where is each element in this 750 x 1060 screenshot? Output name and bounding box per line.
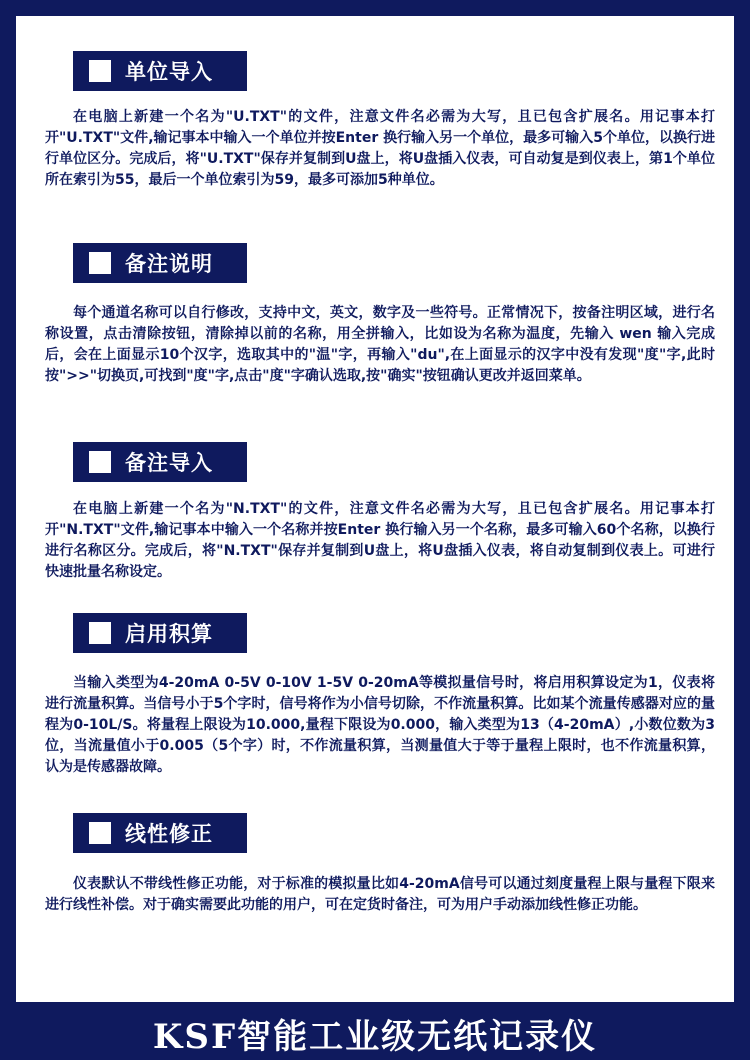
section-header-remark-import <box>73 442 247 482</box>
section-header-enable-integration <box>73 613 247 653</box>
section-text-unit-import: 在电脑上新建一个名为"U.TXT"的文件，注意文件名必需为大写，且已包含扩展名。用记事本打开"U.TXT"文件,输记事本中输入一个单位并按Enter 换行输入另一个单位，最多可输入5个单位，以换行进行单位区分。完成后，将"U.TXT"保存并复制到U盘上，将U盘插入仪表，可自动复是到仪表上，第1个单位所在索引为55，最后一个单位索引为59，最多可添加5种单位。 <box>45 109 715 188</box>
square-bullet-icon <box>89 622 111 644</box>
section-header-unit-import <box>73 51 247 91</box>
section-text-enable-integration: 当输入类型为4-20mA 0-5V 0-10V 1-5V 0-20mA等模拟量信号时，将启用积算设定为1，仪表将进行流量积算。当信号小于5个字时，信号将作为小信号切除，不作流量积算。比如某个流量传感器对应的量程为0-10L/S。将量程上限设为10.000,量程下限设为0.000，输入类型为13（4-20mA）,小数位数为3位，当流量值小于0.005（5个字）时，不作流量积算，当测量值大于等于量程上限时，也不作流量积算，认为是传感器故障。 <box>45 675 715 775</box>
section-title: 备注说明 <box>125 252 213 276</box>
square-bullet-icon <box>89 451 111 473</box>
section-text-linear-correction: 仪表默认不带线性修正功能，对于标准的模拟量比如4-20mA信号可以通过刻度量程上限与量程下限来进行线性补偿。对于确实需要此功能的用户，可在定货时备注，可为用户手动添加线性修正功能。 <box>45 876 715 913</box>
section-text-remark-note: 每个通道名称可以自行修改，支持中文，英文，数字及一些符号。正常情况下，按备注明区域，进行名称设置，点击清除按钮，清除掉以前的名称，用全拼输入，比如设为名称为温度，先输入 wen 输入完成后，会在上面显示10个汉字，选取其中的"温"字，再输入"du",在上面显示的汉字中没有发现"度"字,此时按">>"切换页,可找到"度"字,点击"度"字确认选取,按"确实"按钮确认更改并返回菜单。 <box>45 305 715 384</box>
section-text-remark-import: 在电脑上新建一个名为"N.TXT"的文件，注意文件名必需为大写，且已包含扩展名。用记事本打开"N.TXT"文件,输记事本中输入一个名称并按Enter 换行输入另一个名称，最多可输入60个名称，以换行进行名称区分。完成后，将"N.TXT"保存并复制到U盘上，将U盘插入仪表，将自动复制到仪表上。可进行快速批量名称设定。 <box>45 501 715 580</box>
footer-title: KSF智能工业级无纸记录仪 <box>152 1016 598 1057</box>
section-title: 单位导入 <box>125 60 213 84</box>
square-bullet-icon <box>89 252 111 274</box>
square-bullet-icon <box>89 60 111 82</box>
section-title: 启用积算 <box>125 622 213 646</box>
square-bullet-icon <box>89 822 111 844</box>
section-title: 备注导入 <box>125 451 213 475</box>
section-title: 线性修正 <box>125 822 213 846</box>
section-header-remark-note <box>73 243 247 283</box>
section-header-linear-correction <box>73 813 247 853</box>
